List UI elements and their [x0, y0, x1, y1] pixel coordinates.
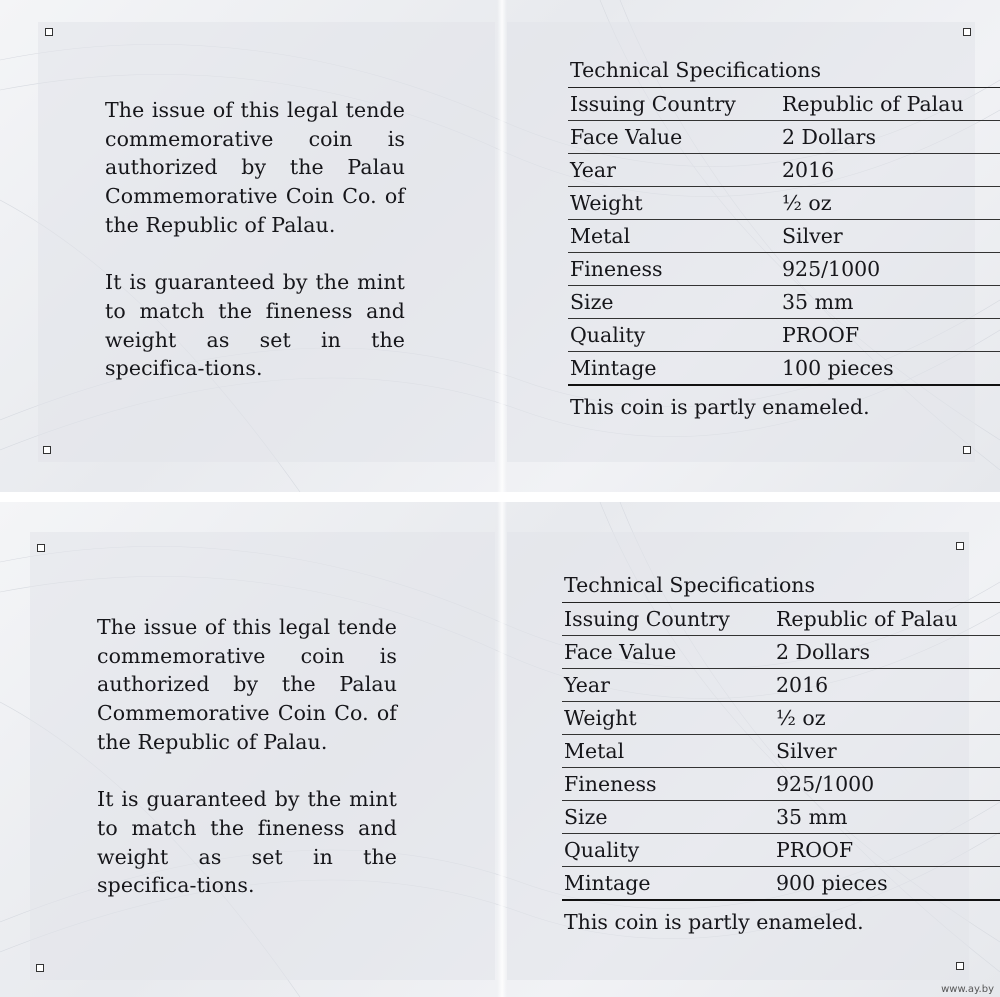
- spec-note: This coin is partly enameled.: [570, 395, 870, 419]
- spec-row: [562, 735, 1000, 768]
- spec-value: 2016: [782, 158, 835, 182]
- spec-value: 900 pieces: [776, 871, 888, 895]
- spec-table: [562, 568, 1000, 941]
- spec-value: 2 Dollars: [776, 640, 870, 664]
- spec-row: [568, 319, 1000, 352]
- spec-value: Silver: [776, 739, 837, 763]
- spec-note: This coin is partly enameled.: [564, 910, 864, 934]
- corner-mark: [37, 544, 45, 552]
- spec-value: 2016: [776, 673, 829, 697]
- spec-label: Mintage: [570, 356, 657, 380]
- corner-mark: [45, 28, 53, 36]
- spec-value: 925/1000: [782, 257, 881, 281]
- spec-value: ½ oz: [776, 706, 826, 730]
- spec-value: Republic of Palau: [776, 607, 958, 631]
- spec-label: Fineness: [564, 772, 657, 796]
- spec-row: [568, 352, 1000, 386]
- spec-value: ½ oz: [782, 191, 832, 215]
- spec-row: [562, 669, 1000, 702]
- spec-label: Metal: [564, 739, 625, 763]
- spec-title: Technical Specifications: [568, 53, 1000, 88]
- spec-label: Quality: [564, 838, 640, 862]
- spec-label: Year: [570, 158, 616, 182]
- spec-label: Face Value: [570, 125, 683, 149]
- paragraph-authorization: The issue of this legal tende commemorative coin is authorized by the Palau Commemorative Coin Co. of the Republic of Palau.: [97, 615, 397, 754]
- corner-mark: [956, 962, 964, 970]
- spec-value: Republic of Palau: [782, 92, 964, 116]
- spec-row: [568, 220, 1000, 253]
- card-separator: [0, 492, 1000, 502]
- spec-label: Size: [564, 805, 608, 829]
- paragraph-authorization: The issue of this legal tende commemorative coin is authorized by the Palau Commemorative Coin Co. of the Republic of Palau.: [105, 98, 405, 237]
- spec-value: PROOF: [776, 838, 854, 862]
- spec-row: [562, 834, 1000, 867]
- spec-label: Mintage: [564, 871, 651, 895]
- certificate-card-bottom: [0, 502, 1000, 997]
- corner-mark: [43, 446, 51, 454]
- spec-value: PROOF: [782, 323, 860, 347]
- spec-label: Quality: [570, 323, 646, 347]
- paragraph-guarantee: It is guaranteed by the mint to match the fineness and weight as set in the specifica-tions.: [97, 787, 397, 898]
- spec-row: [568, 154, 1000, 187]
- spec-title: Technical Specifications: [562, 568, 1000, 603]
- spec-value: 2 Dollars: [782, 125, 876, 149]
- corner-mark: [963, 446, 971, 454]
- spec-value: Silver: [782, 224, 843, 248]
- spec-row: [562, 768, 1000, 801]
- spec-label: Year: [564, 673, 610, 697]
- spec-row: [568, 88, 1000, 121]
- spec-label: Size: [570, 290, 614, 314]
- spec-label: Face Value: [564, 640, 677, 664]
- spec-table: [568, 53, 1000, 426]
- spec-row: [568, 253, 1000, 286]
- spec-label: Metal: [570, 224, 631, 248]
- spec-row: [562, 702, 1000, 735]
- spec-value: 925/1000: [776, 772, 875, 796]
- spec-value: 35 mm: [782, 290, 854, 314]
- spec-row: [568, 286, 1000, 319]
- corner-mark: [956, 542, 964, 550]
- certificate-card-top: [0, 0, 1000, 492]
- fold-line: [497, 0, 507, 492]
- guarantee-text: [105, 96, 405, 383]
- spec-label: Weight: [570, 191, 643, 215]
- spec-row: [562, 801, 1000, 834]
- spec-value: 35 mm: [776, 805, 848, 829]
- spec-row: [562, 603, 1000, 636]
- spec-row: [568, 121, 1000, 154]
- fold-line: [497, 502, 507, 997]
- spec-row: [568, 187, 1000, 220]
- paragraph-guarantee: It is guaranteed by the mint to match the fineness and weight as set in the specifica-tions.: [105, 270, 405, 381]
- spec-row: [562, 636, 1000, 669]
- spec-value: 100 pieces: [782, 356, 894, 380]
- spec-label: Fineness: [570, 257, 663, 281]
- watermark: www.ay.by: [941, 984, 994, 995]
- spec-label: Issuing Country: [564, 607, 730, 631]
- spec-label: Weight: [564, 706, 637, 730]
- spec-row: [562, 867, 1000, 901]
- corner-mark: [36, 964, 44, 972]
- corner-mark: [963, 28, 971, 36]
- guarantee-text: [97, 613, 397, 900]
- spec-label: Issuing Country: [570, 92, 736, 116]
